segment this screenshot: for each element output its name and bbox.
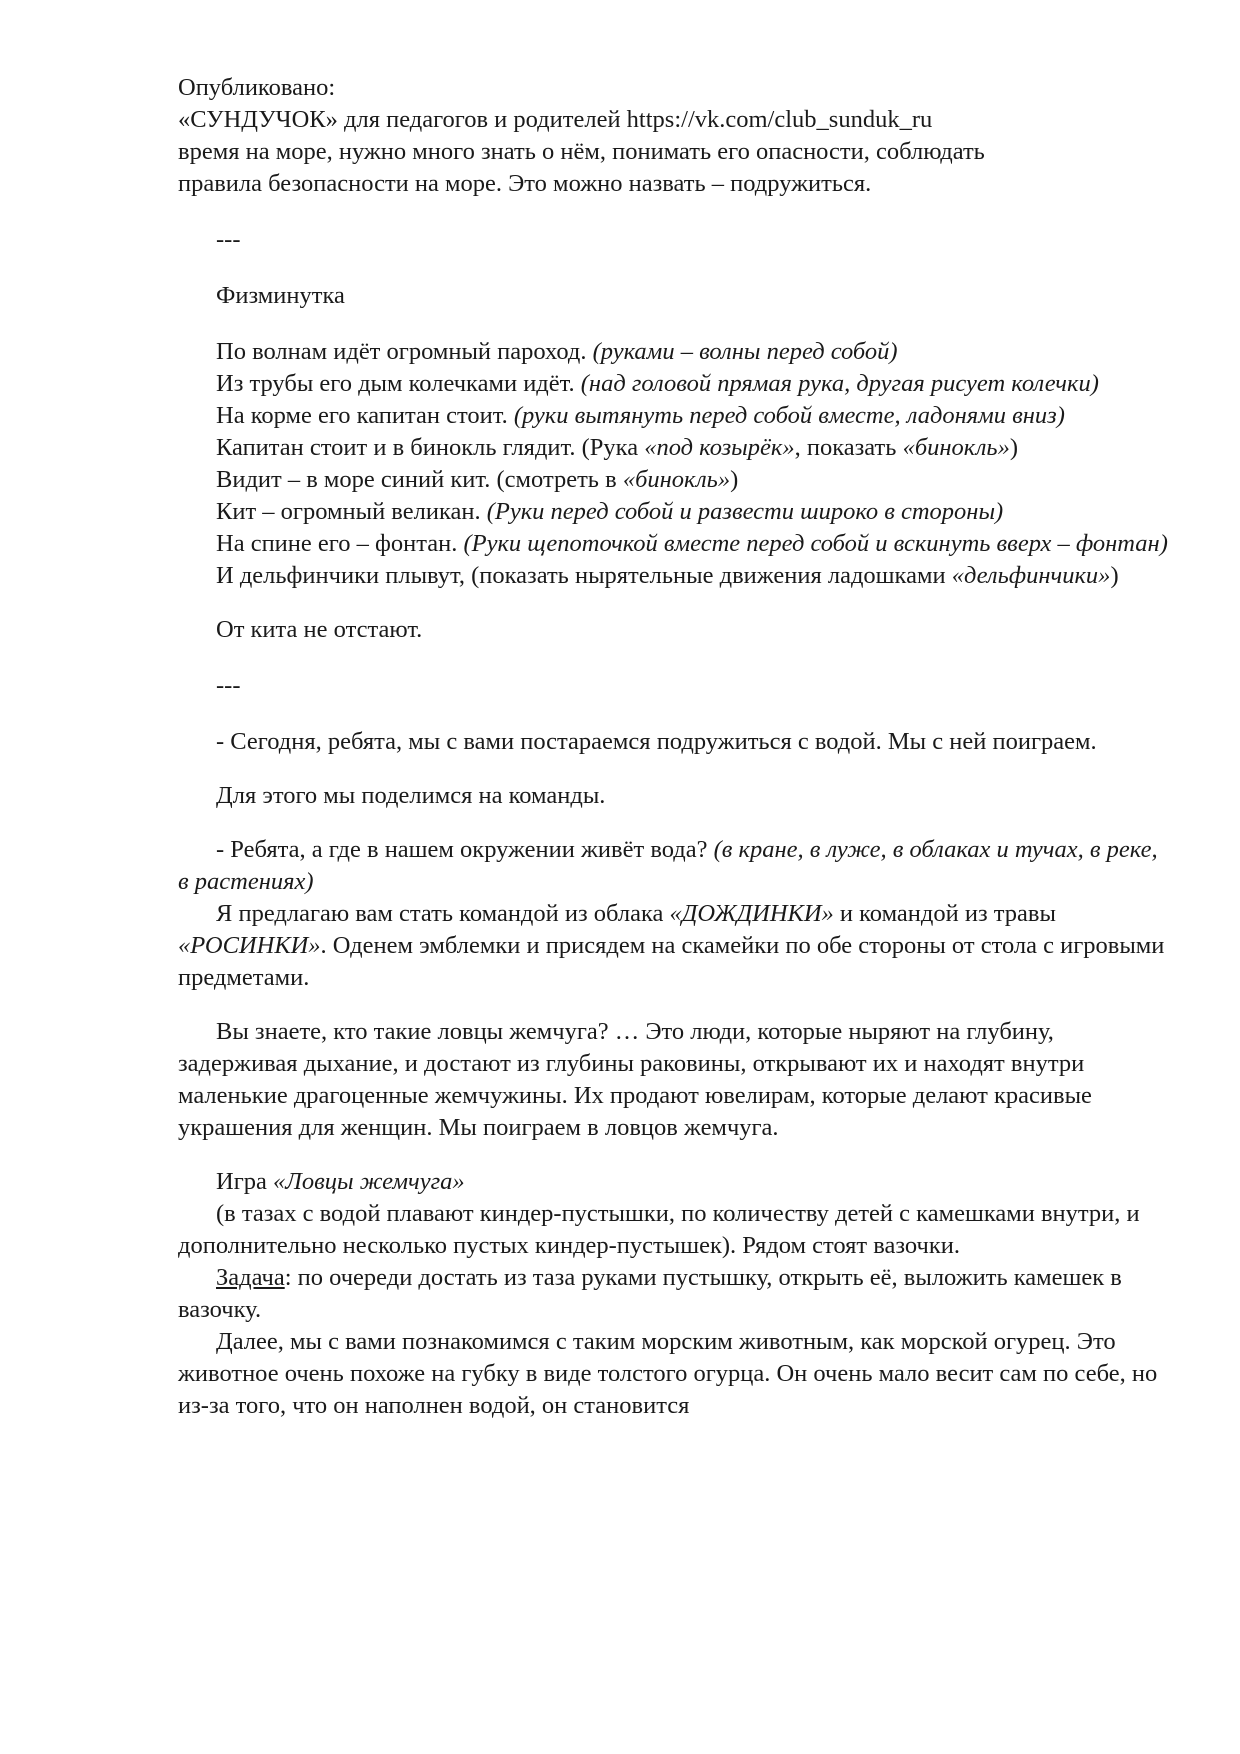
paragraph-greeting: - Сегодня, ребята, мы с вами постараемся подружиться с водой. Мы с ней поиграем. xyxy=(216,728,1097,755)
task-text: : по очереди достать из таза руками пустышку, открыть её, выложить камешек в вазочку. xyxy=(178,1264,1122,1323)
verse-note: (Руки перед собой и развести широко в стороны) xyxy=(486,498,1004,525)
game-description: (в тазах с водой плавают киндер-пустышки, по количеству детей с камешками внутри, и дополнительно несколько пустых киндер-пустышек). Рядом стоят вазочки. xyxy=(178,1200,1140,1259)
question-answer: (в кране, в луже, в облаках и тучах, в реке, в растениях) xyxy=(178,836,1158,895)
verse-line xyxy=(178,400,1168,432)
question-text: - Ребята, а где в нашем окружении живёт вода? xyxy=(216,836,714,863)
verse-line xyxy=(178,560,1168,592)
paragraph-sea-cucumber: Далее, мы с вами познакомимся с таким морским животным, как морской огурец. Это животное очень похоже на губку в виде толстого огурца. Он очень мало весит сам по себе, но из-за того, что он наполнен водой, он становится xyxy=(178,1328,1158,1419)
intro-line-1: время на море, нужно много знать о нём, понимать его опасности, соблюдать xyxy=(178,138,985,165)
game-prefix: Игра xyxy=(216,1168,273,1195)
verse-line xyxy=(178,528,1168,560)
verse-text: Из трубы его дым колечками идёт. xyxy=(216,370,581,397)
verse-text: Кит – огромный великан. xyxy=(216,498,487,525)
game-name: «Ловцы жемчуга» xyxy=(273,1168,465,1195)
verse-line xyxy=(178,464,1168,496)
verse-text: ) xyxy=(730,466,739,493)
verse-line xyxy=(178,496,1168,528)
physminute-verse xyxy=(178,336,1168,592)
team-name-2: «РОСИНКИ» xyxy=(178,932,321,959)
verse-text: По волнам идёт огромный пароход. xyxy=(216,338,593,365)
team-name-1: «ДОЖДИНКИ» xyxy=(669,900,834,927)
intro-line-2: правила безопасности на море. Это можно назвать – подружиться. xyxy=(178,170,872,197)
paragraph-teams: Для этого мы поделимся на команды. xyxy=(216,782,606,809)
verse-note: (над головой прямая рука, другая рисует колечки) xyxy=(580,370,1099,397)
game-task xyxy=(178,1262,1168,1326)
verse-text: Видит – в море синий кит. (смотреть в xyxy=(216,466,623,493)
verse-text: На корме его капитан стоит. xyxy=(216,402,514,429)
verse-text: На спине его – фонтан. xyxy=(216,530,464,557)
source-line: «СУНДУЧОК» для педагогов и родителей https://vk.com/club_sunduk_ru xyxy=(178,106,933,133)
separator: --- xyxy=(216,226,241,253)
verse-text: Капитан стоит и в бинокль глядит. (Рука xyxy=(216,434,645,461)
verse-text: , показать xyxy=(794,434,903,461)
verse-text: ) xyxy=(1009,434,1018,461)
verse-note: «бинокль» xyxy=(902,434,1010,461)
verse-line xyxy=(178,336,1168,368)
proposal-text: и командой из травы xyxy=(833,900,1056,927)
verse-line xyxy=(178,368,1168,400)
proposal-text: Я предлагаю вам стать командой из облака xyxy=(216,900,670,927)
proposal-text: . Оденем эмблемки и присядем на скамейки по обе стороны от стола с игровыми предметами. xyxy=(178,932,1165,991)
physminute-title: Физминутка xyxy=(216,282,345,309)
verse-note: «дельфинчики» xyxy=(951,562,1111,589)
separator: --- xyxy=(216,672,241,699)
document-page xyxy=(178,72,1168,1422)
verse-line xyxy=(178,432,1168,464)
verse-note: «бинокль» xyxy=(622,466,731,493)
published-label: Опубликовано: xyxy=(178,74,336,101)
verse-text: ) xyxy=(1110,562,1119,589)
verse-note: «под козырёк» xyxy=(644,434,795,461)
verse-text: И дельфинчики плывут, (показать нырятельные движения ладошками xyxy=(216,562,952,589)
paragraph-pearl-divers: Вы знаете, кто такие ловцы жемчуга? … Это люди, которые ныряют на глубину, задерживая дыхание, и достают из глубины раковины, открывают их и находят внутри маленькие драгоценные жемчужины. Их продают ювелирам, которые делают красивые украшения для женщин. Мы поиграем в ловцов жемчуга. xyxy=(178,1018,1092,1141)
verse-note: (Руки щепоточкой вместе перед собой и вскинуть вверх – фонтан) xyxy=(463,530,1168,557)
game-title xyxy=(178,1166,1168,1198)
paragraph-team-proposal xyxy=(178,898,1168,994)
verse-note: (руки вытянуть перед собой вместе, ладонями вниз) xyxy=(513,402,1065,429)
verse-note: (руками – волны перед собой) xyxy=(592,338,898,365)
paragraph-question xyxy=(178,834,1168,898)
task-label: Задача xyxy=(216,1264,285,1291)
physminute-closing: От кита не отстают. xyxy=(216,616,423,643)
